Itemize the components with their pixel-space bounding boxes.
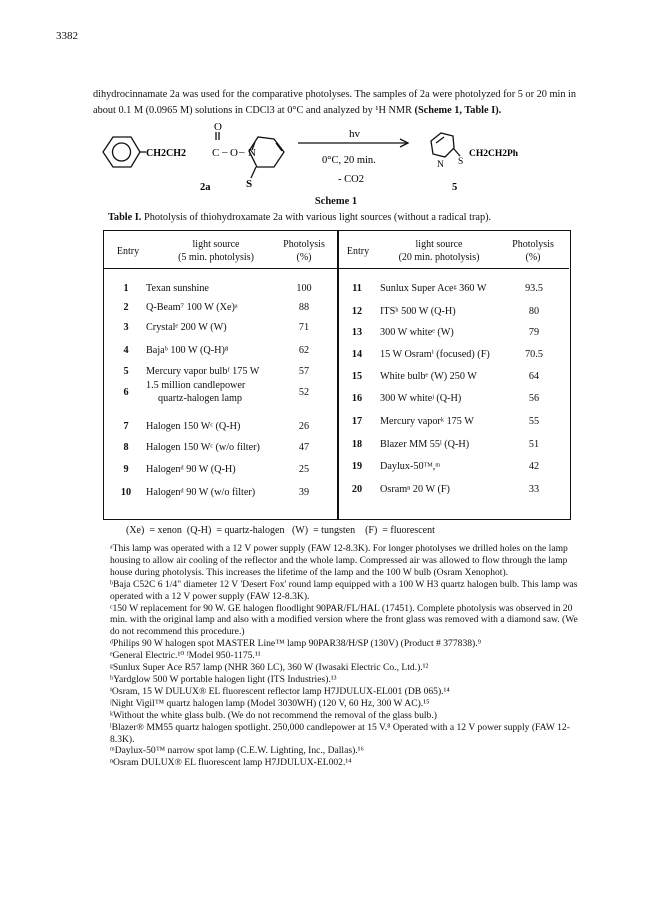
- right-photolysis-header: Photolysis: [512, 239, 554, 250]
- table-caption: [108, 212, 588, 223]
- left-source-sub-header: (5 min. photolysis): [178, 252, 254, 263]
- ch2ch2-label: CH2CH2: [146, 148, 186, 159]
- light-source: Sunlux Super Aceᵍ 360 W: [380, 283, 487, 294]
- entry-number: 16: [351, 393, 363, 404]
- light-source-line2: quartz-halogen lamp: [158, 393, 243, 404]
- light-source: Blazer MM 55ˡ (Q-H): [380, 439, 470, 450]
- entry-number: 6: [123, 387, 129, 398]
- ester-oxygen: O: [230, 147, 238, 159]
- light-source: 1.5 million candlepower: [146, 380, 246, 391]
- photolysis-percent: 64: [528, 371, 540, 382]
- photolysis-percent: 100: [296, 283, 312, 294]
- photolysis-percent: 26: [298, 421, 310, 432]
- ring-nitrogen: N: [248, 147, 256, 159]
- intro-bold-ref: (Scheme 1, Table I).: [414, 105, 502, 116]
- entry-number: 5: [123, 366, 129, 377]
- entry-number: 10: [120, 487, 132, 498]
- entry-number: 12: [351, 306, 363, 317]
- entry-number: 11: [352, 283, 362, 294]
- footnote: ᵇBaja C52C 6 1/4" diameter 12 V 'Desert Fox' round lamp equipped with a 100 W H3 quartz halogen bulb. This lamp was operated with a 12 V power supply (FAW 12-8.3K).: [110, 578, 578, 602]
- light-source: Daylux-50ᵀᴹ,ᵐ: [380, 461, 441, 472]
- thione-sulfur: S: [246, 178, 253, 190]
- footnote: ⁿOsram DULUX® EL fluorescent lamp H7JDULUX-EL002.¹⁴: [110, 757, 352, 769]
- light-source: Halogenᵈ 90 W (Q-H): [146, 464, 236, 475]
- entry-number: 14: [351, 349, 363, 360]
- entry-number: 13: [351, 327, 363, 338]
- light-source: Mercury vaporᵏ 175 W: [380, 416, 474, 427]
- right-source-sub-header: (20 min. photolysis): [398, 252, 480, 263]
- entry-number: 1: [123, 283, 129, 294]
- phenyl-ring: [103, 137, 140, 167]
- table-number: Table I.: [108, 212, 142, 223]
- photolysis-percent: 39: [298, 487, 310, 498]
- photolysis-percent: 25: [298, 464, 310, 475]
- page-number: 3382: [56, 30, 78, 42]
- light-source: Osramⁿ 20 W (F): [380, 484, 450, 495]
- photolysis-percent: 80: [528, 306, 540, 317]
- photolysis-percent: 47: [298, 442, 310, 453]
- entry-number: 2: [123, 302, 129, 313]
- light-source: Halogenᵈ 90 W (w/o filter): [146, 487, 256, 498]
- photolysis-percent: 57: [298, 366, 310, 377]
- light-source: Texan sunshine: [146, 283, 209, 294]
- footnote: ʲNight Vigil™ quartz halogen lamp (Model 3030WH) (120 V, 60 Hz, 300 W AC).¹⁵: [110, 697, 430, 709]
- light-source: Q-Beam⁷ 100 W (Xe)ᵃ: [146, 302, 238, 313]
- entry-number: 4: [123, 345, 129, 356]
- entry-number: 19: [351, 461, 363, 472]
- footnote: ᵈPhilips 90 W halogen spot MASTER Line™ lamp 90PAR38/H/SP (130V) (Product # 377838).⁹: [110, 638, 481, 650]
- product-nitrogen: N: [437, 160, 444, 170]
- left-source-header: light source: [192, 239, 240, 250]
- footnote: ˡBlazer® MM55 quartz halogen spotlight. 250,000 candlepower at 15 V.⁸ Operated with a 12 V power supply (FAW 12-8.3K).: [110, 721, 570, 745]
- product-chain: CH2CH2Ph: [469, 149, 519, 159]
- column-divider: [337, 230, 339, 520]
- entry-number: 18: [351, 439, 363, 450]
- product-sulfur: S: [458, 157, 464, 167]
- footnote: ʰYardglow 500 W portable halogen light (ITS Industries).¹³: [110, 673, 337, 685]
- co2-label: - CO2: [338, 174, 364, 185]
- entry-number: 17: [351, 416, 363, 427]
- svg-text:–: –: [222, 146, 228, 158]
- product-pyridine-ring: [431, 133, 454, 157]
- light-source: Halogen 150 Wᶜ (w/o filter): [146, 442, 260, 453]
- svg-text:–: –: [239, 146, 245, 158]
- footnotes: [110, 543, 580, 769]
- photolysis-percent: 70.5: [525, 349, 543, 360]
- photolysis-percent: 62: [298, 345, 310, 356]
- hv-label: hv: [349, 128, 360, 140]
- light-source: ITSʰ 500 W (Q-H): [380, 306, 456, 317]
- light-source: Bajaᵇ 100 W (Q-H)⁸: [146, 345, 229, 356]
- photolysis-percent: 42: [528, 461, 540, 472]
- right-source-header: light source: [415, 239, 463, 250]
- light-source: Halogen 150 Wᶜ (Q-H): [146, 421, 241, 432]
- footnote: ᵐDaylux-50™ narrow spot lamp (C.E.W. Lighting, Inc., Dallas).¹⁶: [110, 745, 364, 757]
- light-source: Mercury vapor bulbᶠ 175 W: [146, 366, 260, 377]
- entry-number: 20: [351, 484, 363, 495]
- product-label: 5: [452, 182, 458, 193]
- left-unit-header: (%): [296, 252, 312, 263]
- intro-text: dihydrocinnamate 2a was used for the comparative photolyses. The samples of 2a were photolyzed for 5 or 20 min in about 0.1 M (0.0965 M) solutions in CDCl3 at 0°C and analyzed by ¹H NMR: [93, 89, 577, 116]
- abbreviation-line: (Xe) = xenon (Q-H) = quartz-halogen (W) = tungsten (F) = fluorescent: [126, 525, 435, 536]
- reaction-scheme: [98, 116, 578, 194]
- conditions-label: 0°C, 20 min.: [322, 155, 376, 166]
- photolysis-percent: 88: [298, 302, 310, 313]
- footnote: ᵍSunlux Super Ace R57 lamp (NHR 360 LC), 360 W (Iwasaki Electric Co., Ltd.).¹²: [110, 662, 429, 674]
- photolysis-percent: 55: [528, 416, 540, 427]
- carbonyl-carbon: C: [212, 147, 220, 159]
- left-photolysis-header: Photolysis: [283, 239, 325, 250]
- footnote: ⁱOsram, 15 W DULUX® EL fluorescent reflector lamp H7JDULUX-EL001 (DB 065).¹⁴: [110, 685, 450, 697]
- right-entry-header: Entry: [346, 246, 370, 257]
- table-caption-text: Photolysis of thiohydroxamate 2a with various light sources (without a radical trap).: [143, 212, 492, 223]
- entry-number: 8: [123, 442, 129, 453]
- light-source: 15 W Osramⁱ (focused) (F): [380, 349, 490, 360]
- footnote: ᵏWithout the white glass bulb. (We do not recommend the removal of the glass bulb.): [110, 709, 437, 721]
- photolysis-percent: 51: [528, 439, 540, 450]
- photolysis-percent: 52: [298, 387, 310, 398]
- footnote: ᵃThis lamp was operated with a 12 V power supply (FAW 12-8.3K). For longer photolyses we drilled holes on the lamp housing to allow air cooling of the reflector and the whole lamp. Compressed air was allowed to flow through the lamp house during photolysis. This increases the lifetime of the lamp and the 100 W bulb (Osram Xenophot).: [110, 543, 568, 578]
- light-source: White bulbᵉ (W) 250 W: [380, 371, 477, 382]
- left-entry-header: Entry: [116, 246, 140, 257]
- footnote: ᵉGeneral Electric.¹⁰ ᶠModel 950-1175.¹¹: [110, 650, 261, 662]
- photolysis-percent: 79: [528, 327, 540, 338]
- entry-number: 15: [351, 371, 363, 382]
- entry-number: 7: [123, 421, 129, 432]
- light-source: Crystalᵉ 200 W (W): [146, 322, 227, 333]
- footnote: ᶜ150 W replacement for 90 W. GE halogen floodlight 90PAR/FL/HAL (17451). Complete photolysis was observed in 20 min. with the original lamp and also with a modified version where the front glass was removed with a diamond saw. (We do not recommend this procedure.): [110, 602, 578, 638]
- entry-number: 3: [123, 322, 129, 333]
- intro-paragraph: [93, 87, 593, 119]
- photolysis-percent: 33: [528, 484, 540, 495]
- scheme-title: Scheme 1: [314, 196, 358, 207]
- carbonyl-oxygen: O: [214, 121, 222, 133]
- entry-number: 9: [123, 464, 129, 475]
- light-source: 300 W whiteᵉ (W): [380, 327, 454, 338]
- photolysis-percent: 71: [298, 322, 310, 333]
- photolysis-percent: 56: [528, 393, 540, 404]
- reactant-label: 2a: [200, 182, 211, 193]
- light-source: 300 W whiteʲ (Q-H): [380, 393, 462, 404]
- photolysis-percent: 93.5: [525, 283, 543, 294]
- right-unit-header: (%): [525, 252, 541, 263]
